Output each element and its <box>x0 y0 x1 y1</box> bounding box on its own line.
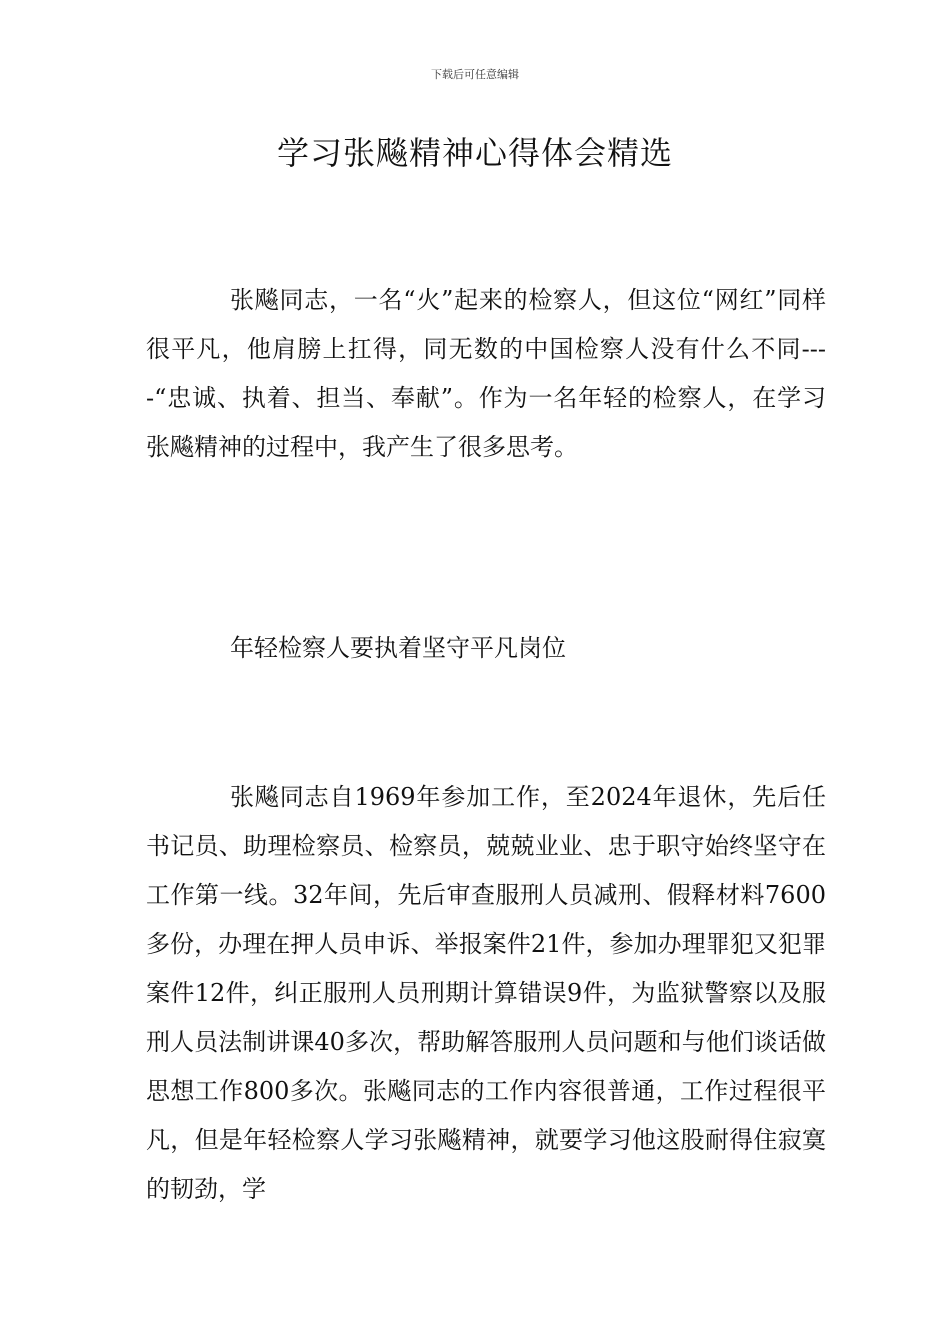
intro-paragraph: 张飚同志，一名“火”起来的检察人，但这位“网红”同样很平凡，他肩膀上扛得，同无数的中国检察人没有什么不同----“忠诚、执着、担当、奉献”。作为一名年轻的检察人，在学习张飚精神的过程中，我产生了很多思考。 <box>146 286 826 461</box>
body-paragraph: 张飚同志自1969年参加工作，至2024年退休，先后任书记员、助理检察员、检察员，兢兢业业、忠于职守始终坚守在工作第一线。32年间，先后审查服刑人员减刑、假释材料7600多份，办理在押人员申诉、举报案件21件，参加办理罪犯又犯罪案件12件，纠正服刑人员刑期计算错误9件，为监狱警察以及服刑人员法制讲课40多次，帮助解答服刑人员问题和与他们谈话做思想工作800多次。张飚同志的工作内容很普通，工作过程很平凡，但是年轻检察人学习张飚精神，就要学习他这股耐得住寂寞的韧劲，学 <box>146 783 826 1203</box>
header-note: 下载后可任意编辑 <box>431 68 519 81</box>
section-heading: 年轻检察人要执着坚守平凡岗位 <box>230 634 566 662</box>
document-title: 学习张飚精神心得体会精选 <box>276 134 673 172</box>
